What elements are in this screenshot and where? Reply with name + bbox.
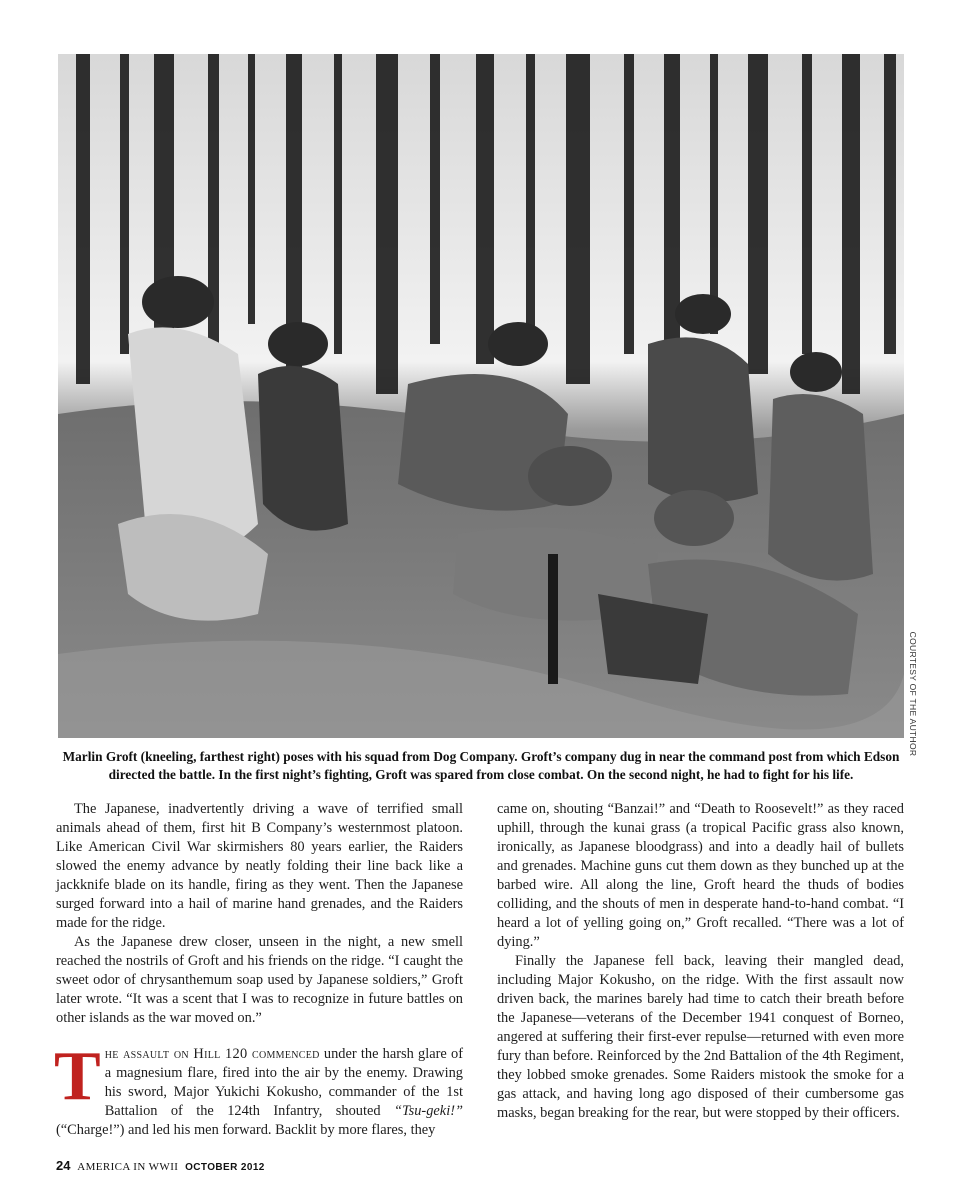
photo-credit-text: COURTESY OF THE AUTHOR (908, 631, 918, 757)
article-paragraph-dropcap (54, 1038, 463, 1140)
article-text: under the harsh glare of a magnesium flare, fired into the air by the enemy. Drawing his sword, Major Yukichi Kokusho, commander of the 1st Battalion of the 124th Infantry, shouted (104, 1046, 463, 1119)
page-footer (56, 1158, 265, 1173)
article-column-right (497, 800, 904, 1123)
magazine-name: AMERICA IN WWII (77, 1161, 179, 1173)
photo-caption: Marlin Groft (kneeling, farthest right) poses with his squad from Dog Company. Groft’s company dug in near the command post from which Edson directed the battle. In the first night’s fighting, Groft was spared from close combat. On the second night, he had to fight for his life. (62, 749, 900, 782)
article-paragraph: The Japanese, inadvertently driving a wave of terrified small animals ahead of them, first hit B Company’s westernmost platoon. Like American Civil War skirmishers 80 years earlier, the Raiders slowed the enemy advance by neatly folding their line back like a jackknife blade on its handle, firing as they went. Then the Japanese surged forward into a hail of marine hand grenades, and the Raiders made for the ridge. (56, 801, 463, 931)
article-paragraph: As the Japanese drew closer, unseen in the night, a new smell reached the nostrils of Groft and his friends on the ridge. “I caught the sweet odor of chrysanthemum soap used by Japanese soldiers,” Groft later wrote. “It was a scent that I was to recognize in future battles on other islands as the war moved on.” (56, 934, 463, 1026)
issue-date: OCTOBER 2012 (185, 1162, 265, 1173)
squad-photo (58, 54, 904, 738)
article-column-left (56, 800, 463, 1140)
article-paragraph: Finally the Japanese fell back, leaving their mangled dead, including Major Kokusho, on the ridge. With the first assault now driven back, the marines barely had time to catch their breath before the Japanese—veterans of the December 1941 conquest of Borneo, angered at suffering their first-ever repulse—returned with even more fury than before. Reinforced by the 2nd Battalion of the 4th Regiment, they lobbed smoke grenades. Some Raiders mistook the smoke for a gas attack, and having long ago disposed of their cumbersome gas masks, began breaking for the rear, but were stopped by their officers. (497, 953, 904, 1121)
squad-photo-image (58, 54, 904, 738)
photo-credit (905, 54, 921, 757)
drop-cap: T (54, 1038, 101, 1115)
article-paragraph: came on, shouting “Banzai!” and “Death to Roosevelt!” as they raced uphill, through the kunai grass (a tropical Pacific grass also known, ironically, as Japanese bloodgrass) and into a deadly hail of bullets and grenades. Machine guns cut them down as they bunched up at the barbed wire. All along the line, Groft heard the thuds of bodies colliding, and the shouts of men in desperate hand-to-hand combat. “I heard a lot of yelling going on,” Groft recalled. “There was a lot of dying.” (497, 801, 904, 950)
article-quote: “Tsu-geki!” (393, 1103, 463, 1119)
small-caps-lead: he assault on Hill 120 commenced (104, 1046, 320, 1062)
article-text: (“Charge!”) and led his men forward. Backlit by more flares, they (56, 1122, 436, 1138)
page-number: 24 (56, 1158, 71, 1173)
